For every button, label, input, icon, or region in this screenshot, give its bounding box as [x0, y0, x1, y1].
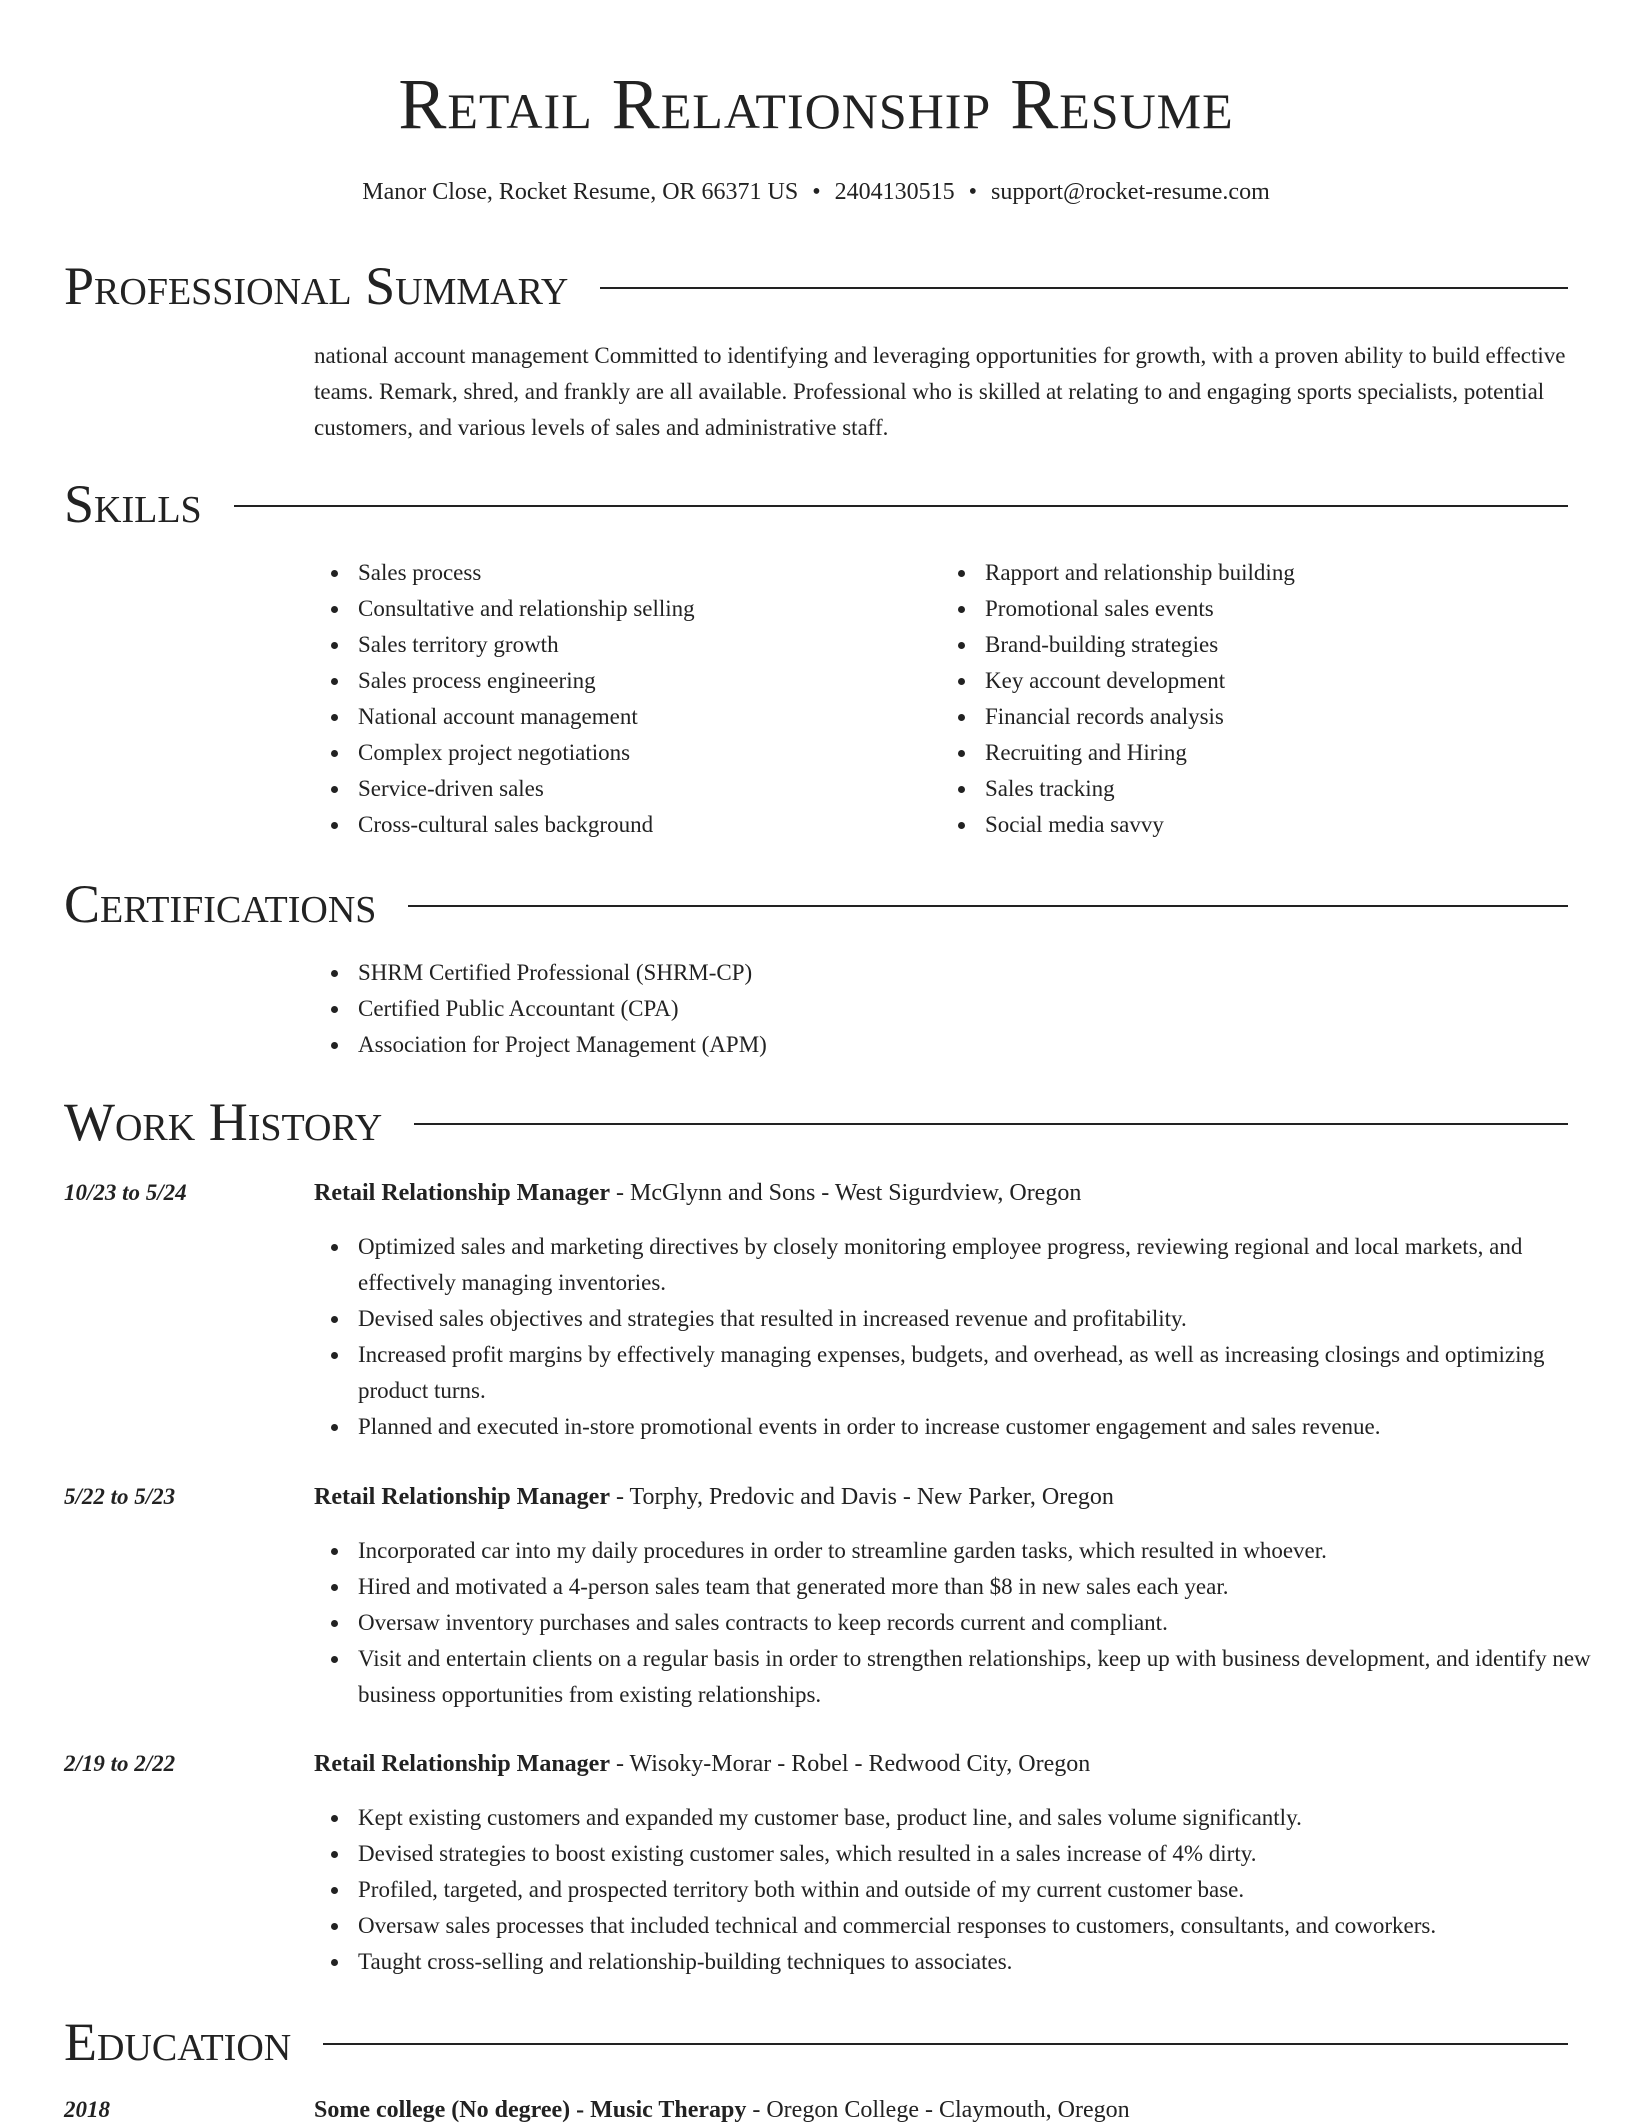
skill-item: Sales territory growth	[358, 627, 941, 663]
skill-item: Consultative and relationship selling	[358, 591, 941, 627]
summary-heading: Professional Summary	[64, 256, 569, 316]
skill-item: Complex project negotiations	[358, 735, 941, 771]
duty-item: Kept existing customers and expanded my customer base, product line, and sales volume significantly.	[358, 1800, 1612, 1836]
job-header	[314, 1479, 1114, 1515]
education-section-header	[64, 2010, 1568, 2074]
job-dates: 10/23 to 5/24	[64, 1180, 187, 1205]
job-duties	[314, 1533, 1612, 1713]
job-details: - Wisoky-Morar - Robel - Redwood City, Oregon	[609, 1751, 1091, 1777]
skills-section-header	[64, 472, 1568, 536]
duty-item: Planned and executed in-store promotional events in order to increase customer engagement and sales revenue.	[358, 1409, 1612, 1445]
summary-section-header	[64, 254, 1568, 318]
skills-content	[314, 555, 1568, 843]
skill-item: National account management	[358, 699, 941, 735]
job-title: Retail Relationship Manager	[314, 1751, 610, 1777]
contact-line	[0, 176, 1632, 208]
skills-list-left	[314, 555, 941, 843]
job-title: Retail Relationship Manager	[314, 1484, 610, 1510]
contact-separator: •	[968, 179, 978, 205]
skill-item: Financial records analysis	[985, 699, 1568, 735]
certification-item: SHRM Certified Professional (SHRM-CP)	[358, 955, 1568, 991]
contact-address: Manor Close, Rocket Resume, OR 66371 US	[362, 179, 799, 205]
duty-item: Devised strategies to boost existing customer sales, which resulted in a sales increase of 4% dirty.	[358, 1836, 1612, 1872]
work-heading: Work History	[64, 1092, 383, 1152]
job-header	[314, 1175, 1081, 1211]
education-dates: 2018	[64, 2097, 110, 2122]
duty-item: Devised sales objectives and strategies that resulted in increased revenue and profitability.	[358, 1301, 1612, 1337]
skills-list-right	[941, 555, 1568, 843]
skill-item: Sales tracking	[985, 771, 1568, 807]
certification-item: Association for Project Management (APM)	[358, 1027, 1568, 1063]
certifications-list	[314, 955, 1568, 1063]
skill-item: Cross-cultural sales background	[358, 807, 941, 843]
education-degree: Some college (No degree) - Music Therapy	[314, 2097, 747, 2123]
certification-item: Certified Public Accountant (CPA)	[358, 991, 1568, 1027]
skill-item: Key account development	[985, 663, 1568, 699]
certifications-heading: Certifications	[64, 874, 377, 934]
contact-separator: •	[812, 179, 821, 205]
duty-item: Oversaw inventory purchases and sales contracts to keep records current and compliant.	[358, 1605, 1612, 1641]
education-details: - Oregon College - Claymouth, Oregon	[746, 2097, 1130, 2123]
job-duties	[314, 1229, 1612, 1445]
duty-item: Taught cross-selling and relationship-building techniques to associates.	[358, 1944, 1612, 1980]
section-divider	[414, 1123, 1568, 1125]
work-section-header	[64, 1090, 1568, 1154]
skills-heading: Skills	[64, 474, 202, 534]
job-title: Retail Relationship Manager	[314, 1180, 610, 1206]
job-header	[314, 1746, 1090, 1782]
job-dates: 2/19 to 2/22	[64, 1751, 176, 1776]
skill-item: Promotional sales events	[985, 591, 1568, 627]
duty-item: Oversaw sales processes that included technical and commercial responses to customers, consultants, and coworkers.	[358, 1908, 1612, 1944]
certifications-content	[314, 955, 1568, 1063]
section-divider	[408, 905, 1568, 907]
skill-item: Service-driven sales	[358, 771, 941, 807]
education-heading: Education	[64, 2012, 292, 2072]
duty-item: Profiled, targeted, and prospected territory both within and outside of my current customer base.	[358, 1872, 1612, 1908]
job-details: - Torphy, Predovic and Davis - New Parker, Oregon	[609, 1484, 1114, 1510]
skill-item: Sales process	[358, 555, 941, 591]
education-header	[314, 2092, 1130, 2128]
section-divider	[600, 287, 1568, 289]
section-divider	[234, 505, 1568, 507]
summary-content	[314, 338, 1568, 446]
resume-name: Retail Relationship Resume	[398, 64, 1234, 144]
duty-item: Optimized sales and marketing directives by closely monitoring employee progress, reviewing regional and local markets, and effectively managing inventories.	[358, 1229, 1612, 1301]
summary-text: national account management Committed to identifying and leveraging opportunities for growth, with a proven ability to build effective teams. Remark, shred, and frankly are all available. Professional who is skilled at relating to and engaging sports specialists, potential customers, and various levels of sales and administrative staff.	[314, 343, 1566, 440]
skill-item: Social media savvy	[985, 807, 1568, 843]
duty-item: Incorporated car into my daily procedures in order to streamline garden tasks, which resulted in whoever.	[358, 1533, 1612, 1569]
contact-email: support@rocket-resume.com	[991, 179, 1270, 205]
contact-phone: 2404130515	[834, 179, 955, 205]
skill-item: Recruiting and Hiring	[985, 735, 1568, 771]
skill-item: Brand-building strategies	[985, 627, 1568, 663]
duty-item: Visit and entertain clients on a regular basis in order to strengthen relationships, keep up with business development, and identify new business opportunities from existing relationships.	[358, 1641, 1612, 1713]
skill-item: Sales process engineering	[358, 663, 941, 699]
duty-item: Hired and motivated a 4-person sales team that generated more than $8 in new sales each year.	[358, 1569, 1612, 1605]
duty-item: Increased profit margins by effectively managing expenses, budgets, and overhead, as well as increasing closings and optimizing product turns.	[358, 1337, 1612, 1409]
certifications-section-header	[64, 872, 1568, 936]
skill-item: Rapport and relationship building	[985, 555, 1568, 591]
job-details: - McGlynn and Sons - West Sigurdview, Oregon	[609, 1180, 1082, 1206]
job-dates: 5/22 to 5/23	[64, 1484, 176, 1509]
section-divider	[323, 2043, 1568, 2045]
job-duties	[314, 1800, 1612, 1980]
